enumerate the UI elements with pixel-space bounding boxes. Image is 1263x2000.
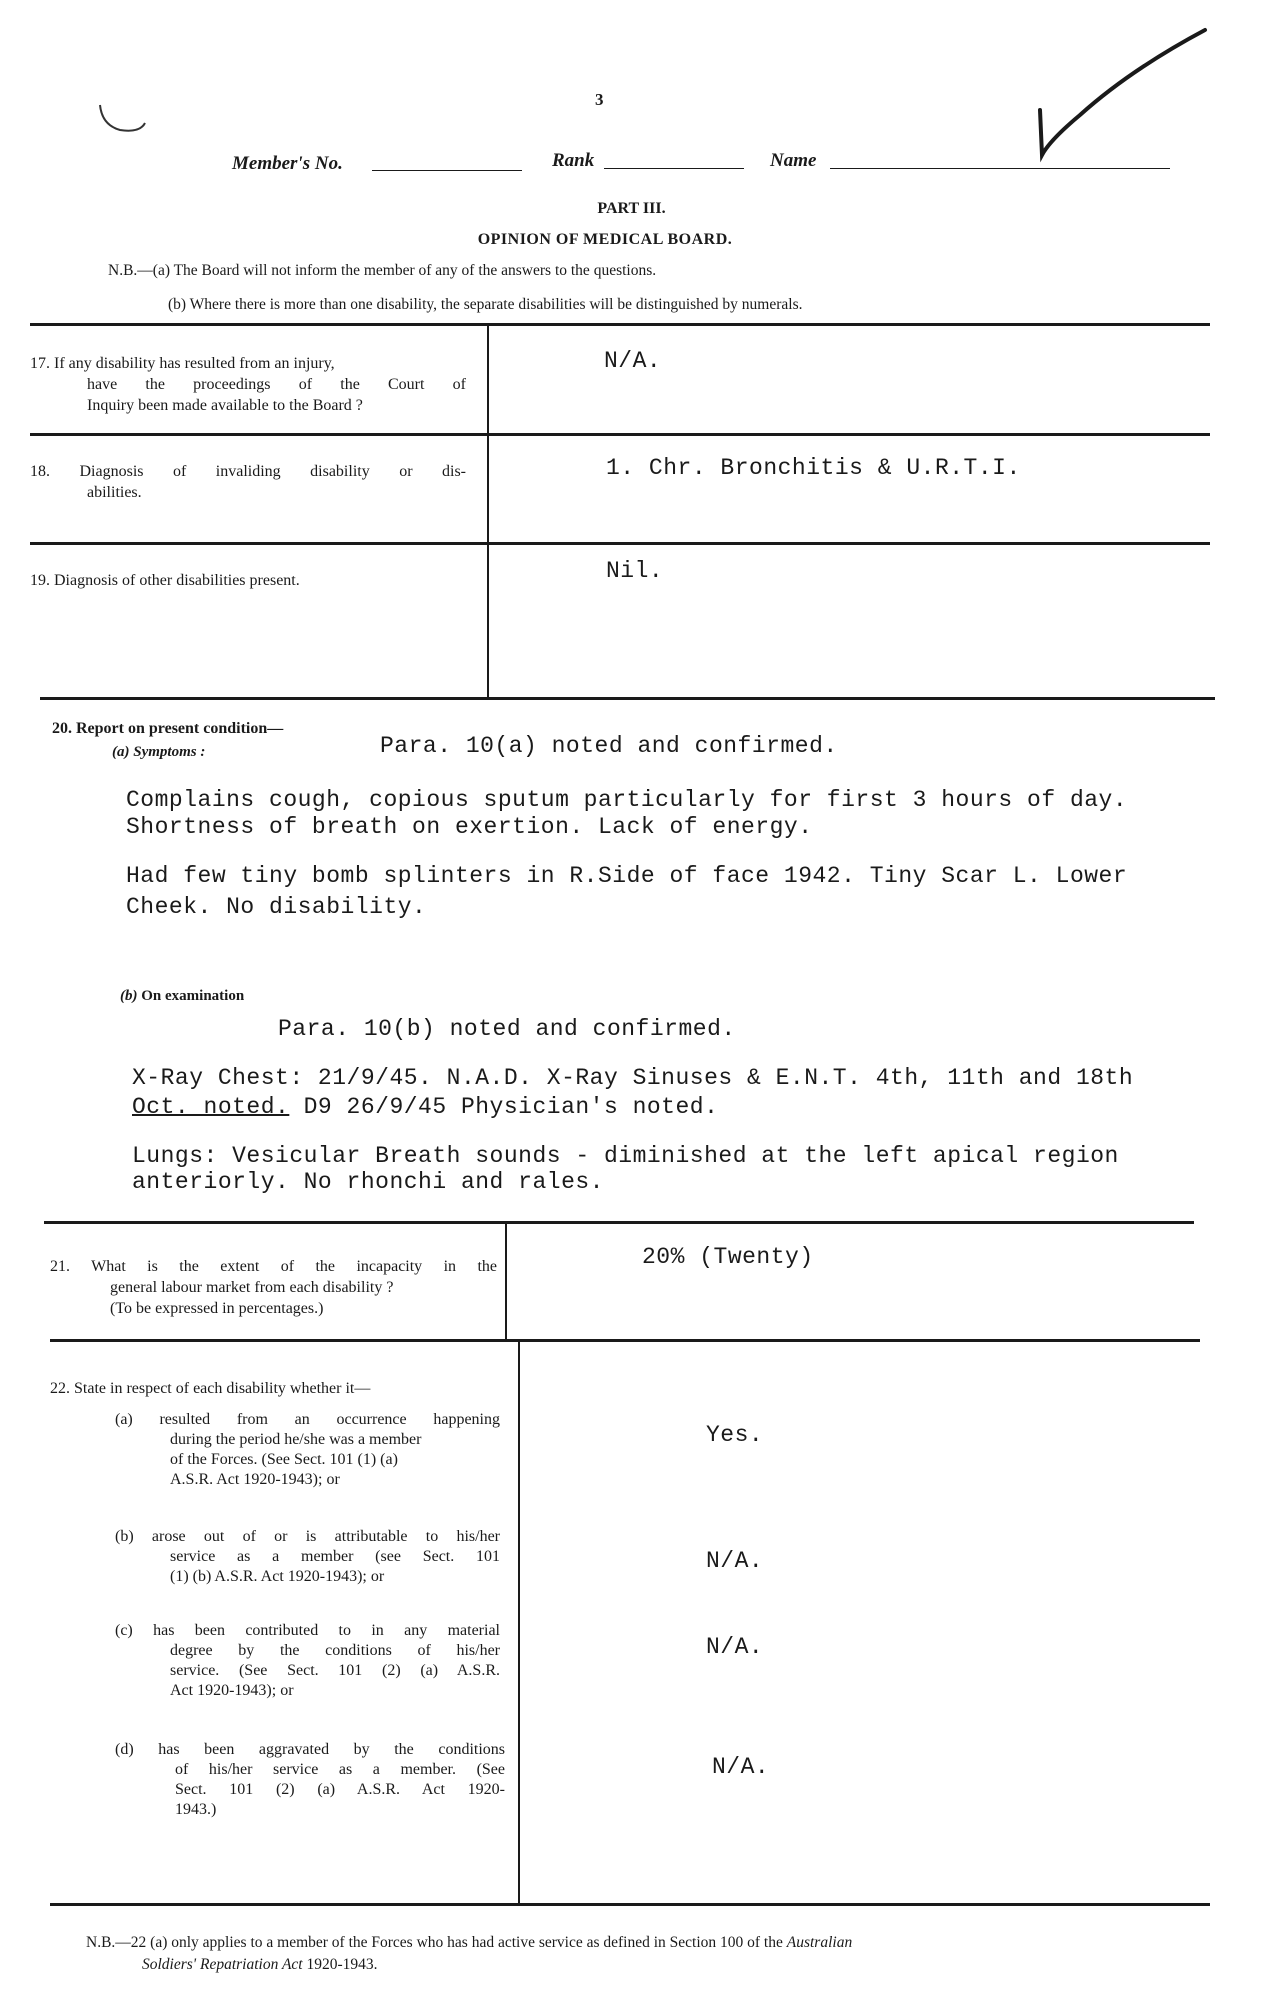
q22c-line1: (c) has been contributed to in any material (115, 1622, 500, 1639)
q22a-line2: during the period he/she was a member (170, 1431, 422, 1448)
q20-lungs-line1: Lungs: Vesicular Breath sounds - diminished at the left apical region (132, 1143, 1119, 1169)
q20-symptoms-p1-line1: Complains cough, copious sputum particularly for first 3 hours of day. (126, 787, 1128, 813)
q18-line2: abilities. (87, 484, 142, 501)
q22a-line1: (a) resulted from an occurrence happening (115, 1411, 500, 1428)
q22a-line4: A.S.R. Act 1920-1943); or (170, 1471, 340, 1488)
q20-symptoms-p2-line2: Cheek. No disability. (126, 894, 427, 920)
member-no-label: Member's No. (232, 153, 343, 174)
q22c-line3: service. (See Sect. 101 (2) (a) A.S.R. (170, 1662, 500, 1679)
q18-answer: 1. Chr. Bronchitis & U.R.T.I. (606, 455, 1021, 481)
rank-label: Rank (552, 150, 595, 171)
name-field (830, 168, 1170, 169)
rule-17-18 (30, 433, 1210, 436)
q20-exam-label: (b) On examination (120, 988, 245, 1004)
q20-lungs-line2: anteriorly. No rhonchi and rales. (132, 1169, 604, 1195)
q17-line1: 17. If any disability has resulted from an injury, (30, 355, 335, 372)
checkmark-icon (1020, 20, 1220, 180)
column-divider-21 (505, 1224, 507, 1340)
q22d-line4: 1943.) (175, 1801, 217, 1818)
part-heading: PART III. (597, 200, 666, 217)
member-no-field (372, 170, 522, 171)
q20-xray-line1: X-Ray Chest: 21/9/45. N.A.D. X-Ray Sinuses & E.N.T. 4th, 11th and 18th (132, 1065, 1134, 1091)
q22a-line3: of the Forces. (See Sect. 101 (1) (a) (170, 1451, 398, 1468)
q19-answer: Nil. (606, 558, 664, 584)
q20-xray-line2: Oct. noted. D9 26/9/45 Physician's noted. (132, 1094, 719, 1120)
footer-nb-line1: N.B.—22 (a) only applies to a member of the Forces who has had active service as defined in Section 100 of the Australian (86, 1934, 853, 1951)
q22b-line1: (b) arose out of or is attributable to his/her (115, 1528, 500, 1545)
q22d-answer: N/A. (712, 1754, 770, 1780)
q21-line2: general labour market from each disability ? (110, 1279, 394, 1296)
q20-symptoms-p2-line1: Had few tiny bomb splinters in R.Side of face 1942. Tiny Scar L. Lower (126, 863, 1128, 889)
q22d-line1: (d) has been aggravated by the conditions (115, 1741, 505, 1758)
page-number: 3 (595, 90, 604, 109)
q21-answer: 20% (Twenty) (642, 1244, 814, 1270)
form-title: OPINION OF MEDICAL BOARD. (477, 231, 733, 248)
q22-heading: 22. State in respect of each disability whether it— (50, 1380, 371, 1397)
q20-heading: 20. Report on present condition— (52, 720, 284, 737)
q21-line3: (To be expressed in percentages.) (110, 1300, 324, 1317)
rule-19-20 (40, 697, 1215, 700)
q17-line2: have the proceedings of the Court of (87, 376, 466, 393)
rank-field (604, 168, 744, 169)
rule-bottom (50, 1903, 1210, 1906)
q20-symptoms-p1-line2: Shortness of breath on exertion. Lack of energy. (126, 814, 813, 840)
rule-18-19 (30, 542, 1210, 545)
q17-line3: Inquiry been made available to the Board ? (87, 397, 363, 414)
q20-symptoms-note: Para. 10(a) noted and confirmed. (380, 733, 838, 759)
q22b-answer: N/A. (706, 1548, 764, 1574)
q22d-line2: of his/her service as a member. (See (175, 1761, 505, 1778)
q22b-line2: service as a member (see Sect. 101 (170, 1548, 500, 1565)
q17-answer: N/A. (604, 348, 662, 374)
name-label: Name (770, 150, 817, 171)
q22c-line4: Act 1920-1943); or (170, 1682, 294, 1699)
q19-line1: 19. Diagnosis of other disabilities present. (30, 572, 300, 589)
q22b-line3: (1) (b) A.S.R. Act 1920-1943); or (170, 1568, 385, 1585)
q21-line1: 21. What is the extent of the incapacity in the (50, 1258, 497, 1275)
nb-note-b: (b) Where there is more than one disability, the separate disabilities will be distinguished by numerals. (168, 296, 803, 313)
column-divider-upper (487, 326, 489, 698)
pen-scribble (90, 95, 160, 155)
q22d-line3: Sect. 101 (2) (a) A.S.R. Act 1920- (175, 1781, 505, 1798)
nb-note-a: N.B.—(a) The Board will not inform the member of any of the answers to the questions. (108, 262, 657, 279)
rule-top (30, 323, 1210, 326)
rule-21-22 (50, 1339, 1200, 1342)
q22c-answer: N/A. (706, 1634, 764, 1660)
q20-exam-note: Para. 10(b) noted and confirmed. (278, 1016, 736, 1042)
footer-nb-line2: Soldiers' Repatriation Act 1920-1943. (142, 1956, 378, 1973)
column-divider-22 (518, 1342, 520, 1904)
q18-line1: 18. Diagnosis of invaliding disability or dis- (30, 463, 466, 480)
q22a-answer: Yes. (706, 1422, 764, 1448)
q20-symptoms-label: (a) Symptoms : (112, 744, 206, 760)
q22c-line2: degree by the conditions of his/her (170, 1642, 500, 1659)
rule-20-21 (44, 1221, 1194, 1224)
